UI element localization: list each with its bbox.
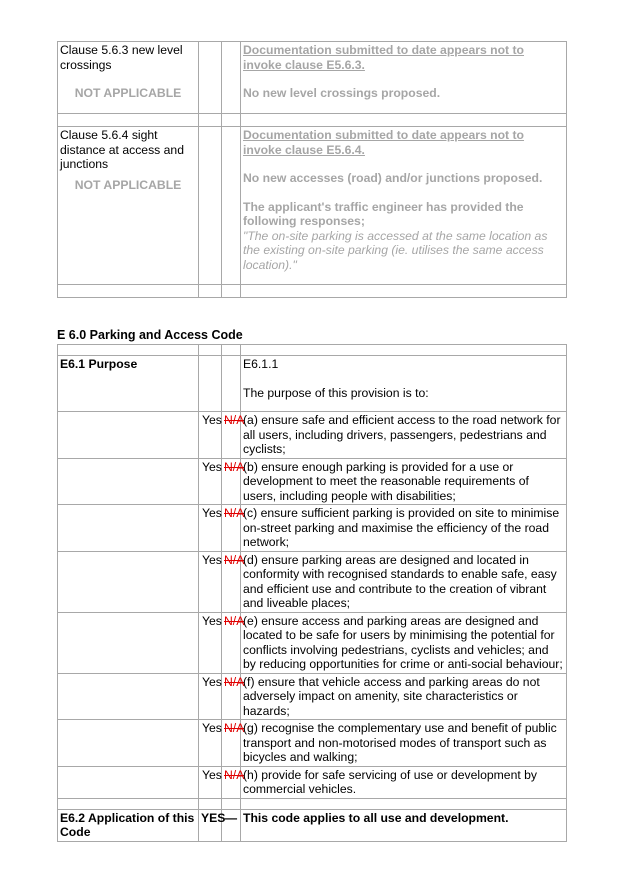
section-heading: E 6.0 Parking and Access Code [57, 328, 243, 342]
table-row [58, 458, 567, 505]
note-text: No new level crossings proposed. [243, 86, 441, 100]
engineer-intro: The applicant's traffic engineer has provided the following responses; [243, 199, 524, 228]
status-label: NOT APPLICABLE [74, 177, 182, 192]
clause-label: Clause 5.6.4 sight distance at access and junctions [60, 128, 184, 171]
na-strike: N/A [224, 767, 245, 782]
purpose-item: (d) ensure parking areas are designed and located in conformity with recognised standards to enable safe, easy and efficient use and contribute to the creation of vibrant and liveable places; [241, 551, 567, 612]
purpose-item: (e) ensure access and parking areas are designed and located to be safe for users by minimising the potential for conflicts involving pedestrians, cyclists and vehicles; and by reducing opportunities for crime or anti-social behaviour; [241, 612, 567, 673]
purpose-item: (c) ensure sufficient parking is provided on site to minimise on-street parking and maximise the efficiency of the road network; [241, 505, 567, 552]
purpose-items [58, 412, 567, 799]
yes-label: Yes [199, 612, 222, 673]
na-strike: N/A [224, 459, 245, 474]
na-label [222, 766, 245, 798]
yes-label: Yes [199, 458, 222, 505]
na-label [222, 412, 245, 459]
na-label [222, 720, 245, 767]
yes-label: Yes [199, 673, 222, 720]
na-strike: N/A [224, 413, 245, 427]
purpose-item: (b) ensure enough parking is provided for a use or development to meet the reasonable requirements of users, including people with disabilities; [241, 458, 567, 505]
table-row [58, 285, 567, 298]
clause-cell [58, 42, 199, 114]
clause-cell [58, 127, 199, 285]
application-dash: — [222, 809, 241, 841]
purpose-item: (g) recognise the complementary use and benefit of public transport and non-motorised modes of transport such as bicycles and walking; [241, 720, 567, 767]
table-row [58, 412, 567, 459]
yes-label: Yes [199, 505, 222, 552]
na-strike: N/A [224, 506, 245, 520]
note-underlined: Documentation submitted to date appears not to invoke clause E5.6.4. [243, 128, 525, 157]
na-label [222, 505, 245, 552]
note-cell [241, 42, 567, 114]
table-row [58, 114, 567, 127]
na-label [222, 458, 245, 505]
table-row [58, 345, 567, 356]
table-row [58, 127, 567, 285]
engineer-quote: "The on-site parking is accessed at the same location as the existing on-site parking (ie. utilises the same access location)." [243, 228, 548, 272]
table-row [58, 798, 567, 809]
table-row [58, 720, 567, 767]
clause-table [57, 41, 567, 298]
purpose-item: (a) ensure safe and efficient access to the road network for all users, including drivers, passengers, pedestrians and cyclists; [241, 412, 567, 459]
na-strike: N/A [224, 613, 245, 628]
purpose-label: E6.1 Purpose [58, 356, 199, 412]
table-row [58, 42, 567, 114]
yes-label: Yes [199, 551, 222, 612]
table-row [58, 612, 567, 673]
status-label: NOT APPLICABLE [74, 86, 182, 100]
purpose-ref: E6.1.1 [243, 357, 279, 371]
application-label: E6.2 Application of this Code [58, 809, 199, 841]
table-row [58, 673, 567, 720]
note-cell [241, 127, 567, 285]
application-text: This code applies to all use and development. [241, 809, 567, 841]
yes-label: Yes [199, 412, 222, 459]
purpose-intro: The purpose of this provision is to: [243, 385, 429, 400]
na-label [222, 612, 245, 673]
clause-label: Clause 5.6.3 new level crossings [60, 43, 183, 72]
yes-label: Yes [199, 766, 222, 798]
na-label [222, 551, 245, 612]
purpose-item: (h) provide for safe servicing of use or development by commercial vehicles. [241, 766, 567, 798]
table-row [58, 505, 567, 552]
application-yes: YES [199, 809, 222, 841]
note-underlined: Documentation submitted to date appears not to invoke clause E5.6.3. [243, 43, 525, 72]
table-row [58, 356, 567, 412]
yes-label: Yes [199, 720, 222, 767]
table-row [58, 809, 567, 841]
table-row [58, 766, 567, 798]
table-row [58, 551, 567, 612]
note-text: No new accesses (road) and/or junctions proposed. [243, 171, 543, 185]
na-strike: N/A [224, 552, 245, 567]
purpose-item: (f) ensure that vehicle access and parking areas do not adversely impact on amenity, site characteristics or hazards; [241, 673, 567, 720]
purpose-table [57, 344, 567, 842]
na-label [222, 673, 245, 720]
na-strike: N/A [224, 721, 245, 735]
na-strike: N/A [224, 674, 245, 689]
purpose-cell [241, 356, 567, 412]
